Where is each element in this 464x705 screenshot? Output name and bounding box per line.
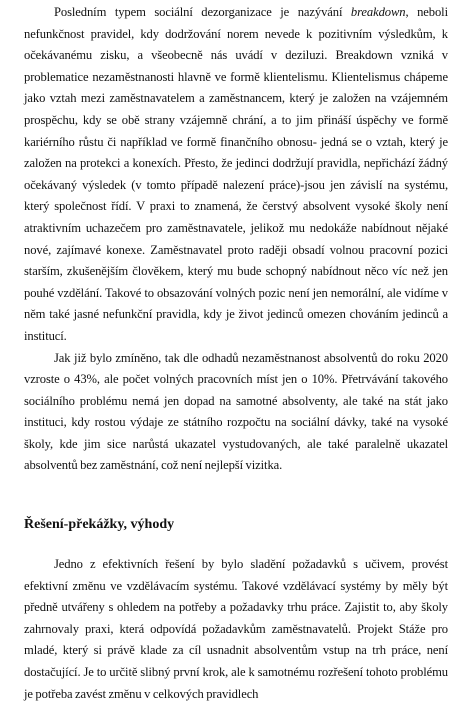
paragraph-breakdown-intro: Posledním typem sociální dezorganizace je nazývání xyxy=(54,5,351,19)
paragraph-unemployment-estimate: Jak již bylo zmíněno, tak dle odhadů nezaměstnanost absolventů do roku 2020 vzroste o 43%, ale počet volných pracovních míst jen o 10%. Přetrvávání takového sociálního problému nemá jen dopad na samotné absolventy, ale také na stát jako instituci, kdy rostou výdaje ze státního rozpočtu na sociální dávky, také na vysoké školy, kde jim sice narůstá ukazatel vystudovaných, ale také paralelně ukazatel absolventů bez zaměstnání, což není nejlepší vizitka. xyxy=(24,350,448,473)
section-heading: Řešení-překážky, výhody xyxy=(24,517,175,533)
paragraph-breakdown xyxy=(24,2,448,348)
paragraph-solutions: Jedno z efektivních řešení by bylo sladění požadavků s učivem, provést efektivní změnu ve vzdělávacím systému. Takové vzdělávací systémy by měly být předně utvářeny s ohledem na potřeby a požadavky trhu práce. Zajistit to, aby školy zahrnovaly praxi, která odpovídá požadavkům zaměstnavatelů. Projekt Stáže pro mladé, který si právě klade za cíl usnadnit absolventům vstup na trh práce, není dostačující. Je to určitě slibný první krok, ale k samotnému rozřešení tohoto problému je potřeba zavést změnu v celkových pravidlech xyxy=(24,557,448,701)
paragraph-breakdown-body: , neboli nefunkčnost pravidel, kdy dodržování norem nevede k pozitivním výsledkům, k očekávanému zisku, a všeobecně nás uvádí v deziluzi. Breakdown vzniká v problematice nezaměstnanosti hlavně ve formě klientelismu. Klientelismus chápeme jako vztah mezi zaměstnavatelem a zaměstnancem, který je založen na vzájemném prospěchu, kdy se obě strany vzájemně chrání, a to jim přináší úspěchy ve formě kariérního růstu či například ve formě finančního obnosu- jedná se o vztah, který je založen na protekci a konexích. Přesto, že jedinci dodržují pravidla, nepřichází žádný očekávaný výsledek (v tomto případě nalezení práce)-jsou jen závislí na systému, který společnost řídí. V praxi to znamená, že čerstvý absolvent vysoké školy není atraktivním uchazečem pro zaměstnavatele, jelikož mu nedokáže nabídnout nějaké nové, zajímavé konexe. Zaměstnavatel proto raději obsadí volnou pracovní pozici starším, zkušenějším člověkem, který mu bude schopný nabídnout něco víc než jen pouhé vzdělání. Takové to obsazování volných pozic není jen nemorální, ale vidíme v něm také jasné nefunkční pravidla, kdy je život jedinců omezen chováním jedinců a institucí. xyxy=(24,5,448,343)
document-page xyxy=(24,2,448,705)
breakdown-term: breakdown xyxy=(350,5,406,19)
